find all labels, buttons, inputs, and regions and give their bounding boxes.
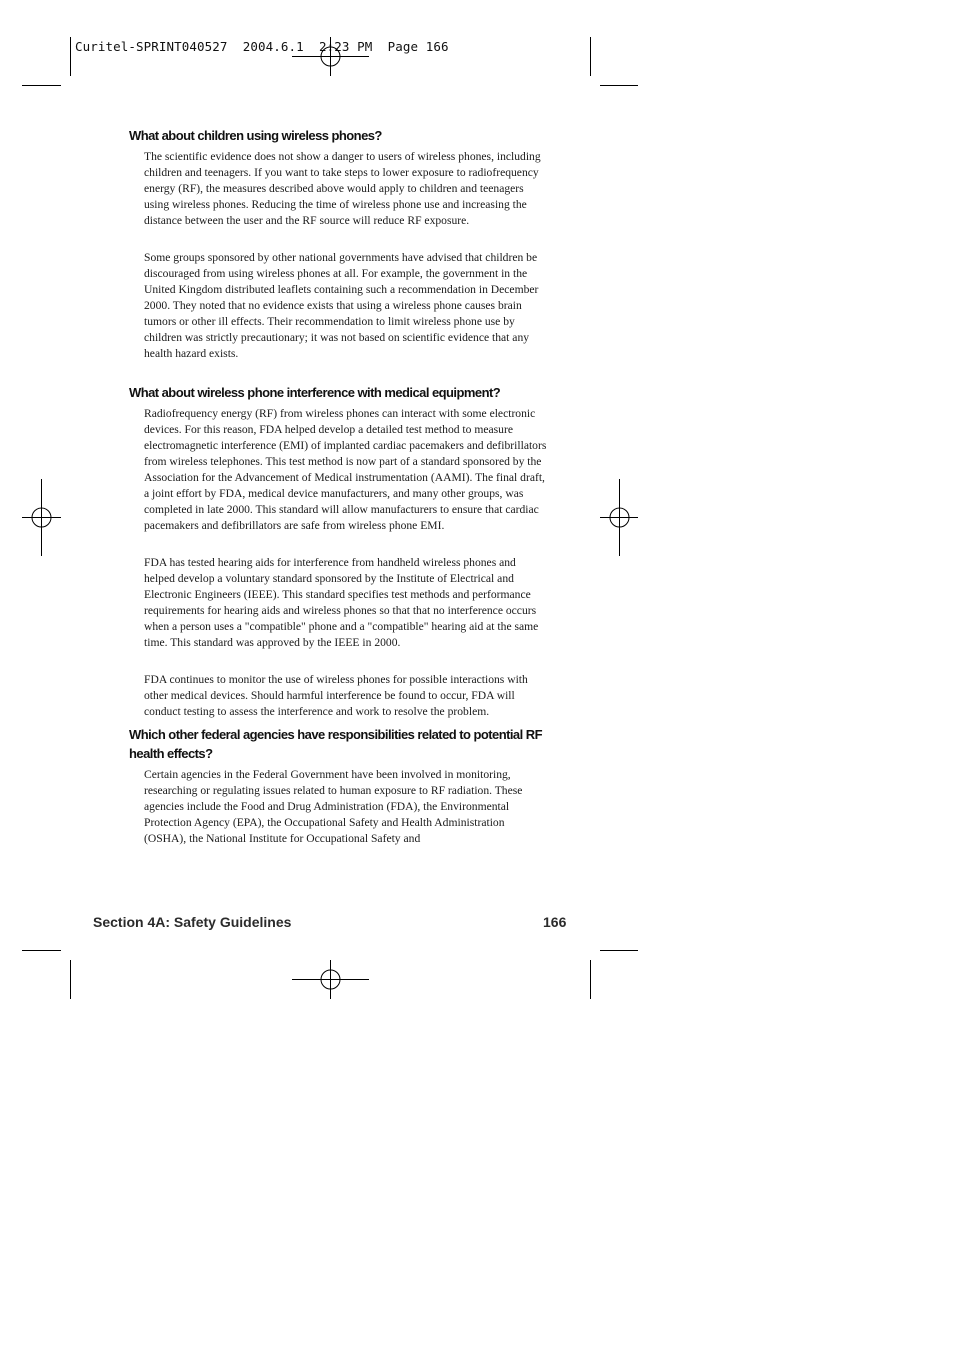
paragraph: Some groups sponsored by other national governments have advised that children be discouraged from using wireless phones at all. For example, the government in the United Kingdom distributed leaflets containing such a recommendation in December 2000. They noted that no evidence exists that using a wireless phone causes brain tumors or other ill effects. Their recommendation to limit wireless phone use by children was strictly precautionary; it was not based on scientific evidence that any health hazard exists.	[144, 251, 539, 360]
paragraph: FDA has tested hearing aids for interference from handheld wireless phones and helped develop a voluntary standard sponsored by the Institute of Electrical and Electronic Engineers (IEEE). This standard specifies test methods and performance requirements for hearing aids and wireless phones so that that no interference occurs when a person uses a "compatible" phone and a "compatible" hearing aid at the same time. This standard was approved by the IEEE in 2000.	[144, 556, 539, 649]
printer-slug: Curitel-SPRINT040527 2004.6.1 2:23 PM Page 166	[75, 39, 449, 54]
heading-children: What about children using wireless phones?	[129, 128, 382, 143]
paragraph: FDA continues to monitor the use of wireless phones for possible interactions with other medical devices. Should harmful interference be found to occur, FDA will conduct testing to assess the interference and work to resolve the problem.	[144, 673, 528, 718]
page-number: 166	[543, 914, 567, 930]
registration-target-right	[600, 479, 638, 556]
paragraph: Radiofrequency energy (RF) from wireless phones can interact with some electronic devices. For this reason, FDA helped develop a detailed test method to measure electromagnetic interference (EMI) of implanted cardiac pacemakers and defibrillators from wireless telephones. This test method is now part of a standard sponsored by the Association for the Advancement of Medical instrumentation (AAMI). The final draft, a joint effort by FDA, medical device manufacturers, and many other groups, was completed in late 2000. This standard will allow manufacturers to ensure that cardiac pacemakers and defibrillators are safe from wireless phone EMI.	[144, 407, 547, 532]
footer-section-label: Section 4A: Safety Guidelines	[93, 914, 292, 930]
paragraph: Certain agencies in the Federal Government have been involved in monitoring, researching or regulating issues related to human exposure to RF radiation. These agencies include the Food and Drug Administration (FDA), the Environmental Protection Agency (EPA), the Occupational Safety and Health Administration (OSHA), the National Institute for Occupational Safety and	[144, 768, 523, 845]
registration-target-bottom	[292, 960, 369, 999]
registration-target-top	[292, 37, 369, 76]
registration-target-left	[22, 479, 61, 556]
heading-medical-equipment: What about wireless phone interference with medical equipment?	[129, 385, 501, 400]
heading-federal-agencies: Which other federal agencies have responsibilities related to potential RF health effects?	[129, 727, 542, 761]
paragraph: The scientific evidence does not show a danger to users of wireless phones, including children and teenagers. If you want to take steps to lower exposure to radiofrequency energy (RF), the measures described above would apply to children and teenagers using wireless phones. Reducing the time of wireless phone use and increasing the distance between the user and the RF source will reduce RF exposure.	[144, 150, 541, 227]
